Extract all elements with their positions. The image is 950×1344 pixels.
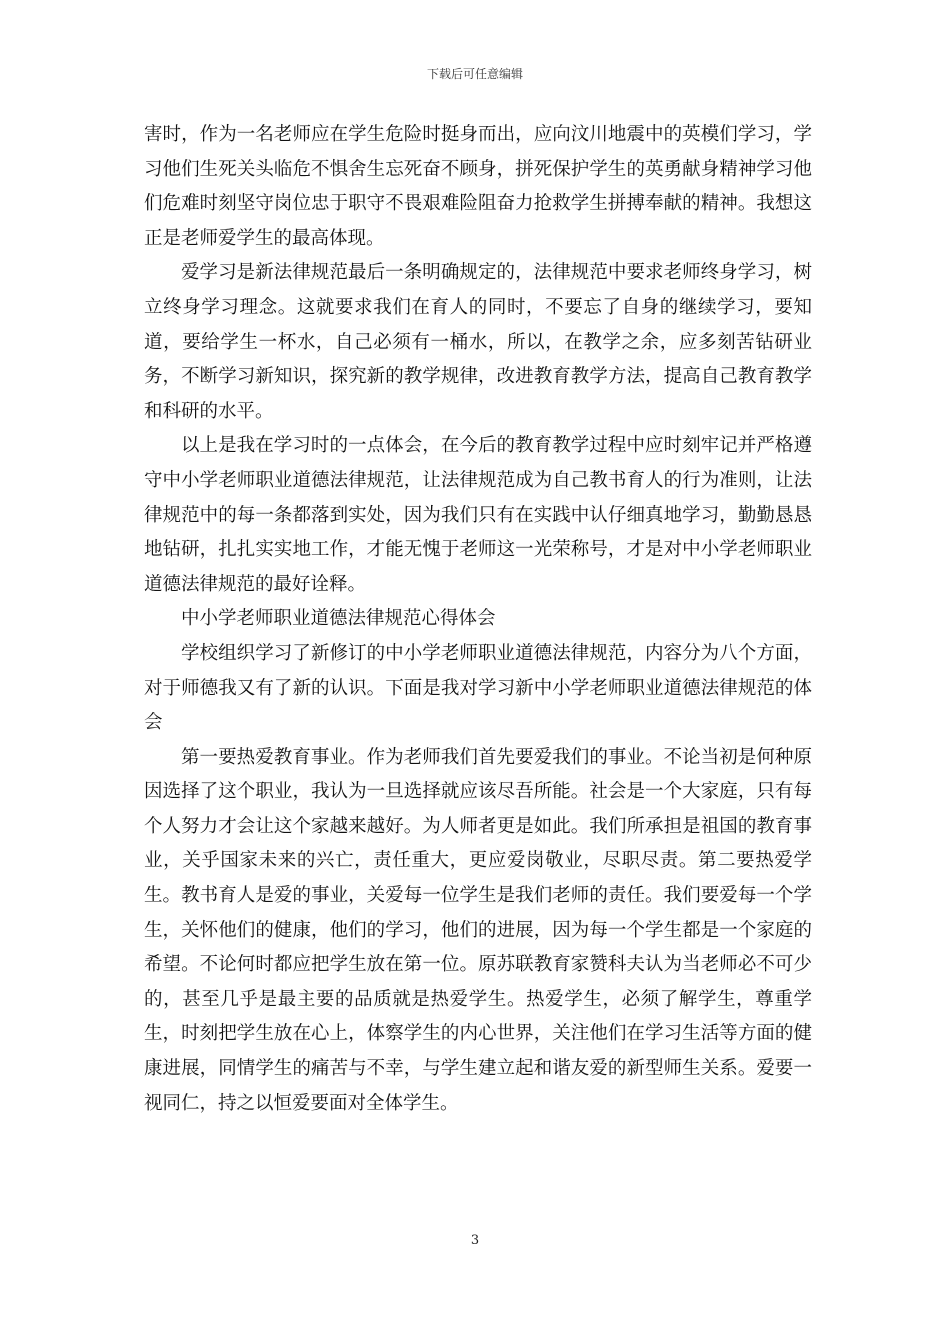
paragraph: 学校组织学习了新修订的中小学老师职业道德法律规范，内容分为八个方面，对于师德我又有了新的认识。下面是我对学习新中小学老师职业道德法律规范的体会: [144, 642, 812, 734]
document-body: [144, 118, 812, 1121]
paragraph: 第一要热爱教育事业。作为老师我们首先要爱我们的事业。不论当初是何种原因选择了这个职业，我认为一旦选择就应该尽吾所能。社会是一个大家庭，只有每个人努力才会让这个家越来越好。为人师者更是如此。我们所承担是祖国的教育事业，关乎国家未来的兴亡，责任重大，更应爱岗敬业，尽职尽责。第二要热爱学生。教书育人是爱的事业，关爱每一位学生是我们老师的责任。我们要爱每一个学生，关怀他们的健康，他们的学习，他们的进展，因为每一个学生都是一个家庭的希望。不论何时都应把学生放在第一位。原苏联教育家赞科夫认为当老师必不可少的，甚至几乎是最主要的品质就是热爱学生。热爱学生，必须了解学生，尊重学生，时刻把学生放在心上，体察学生的内心世界，关注他们在学习生活等方面的健康进展，同情学生的痛苦与不幸，与学生建立起和谐友爱的新型师生关系。爱要一视同仁，持之以恒爱要面对全体学生。: [144, 746, 812, 1114]
page-number: 3: [470, 1233, 480, 1248]
page-header: 下载后可任意编辑: [426, 67, 523, 81]
paragraph: 以上是我在学习时的一点体会，在今后的教育教学过程中应时刻牢记并严格遵守中小学老师职业道德法律规范，让法律规范成为自己教书育人的行为准则，让法律规范中的每一条都落到实处，因为我们只有在实践中认仔细真地学习，勤勤恳恳地钻研，扎扎实实地工作，才能无愧于老师这一光荣称号，才是对中小学老师职业道德法律规范的最好诠释。: [144, 435, 812, 595]
paragraph: 害时，作为一名老师应在学生危险时挺身而出，应向汶川地震中的英模们学习，学习他们生死关头临危不惧舍生忘死奋不顾身，拼死保护学生的英勇献身精神学习他们危难时刻坚守岗位忠于职守不畏艰难险阻奋力抢救学生拼搏奉献的精神。我想这正是老师爱学生的最高体现。: [144, 124, 812, 249]
paragraph: 爱学习是新法律规范最后一条明确规定的，法律规范中要求老师终身学习，树立终身学习理念。这就要求我们在育人的同时，不要忘了自身的继续学习，要知道，要给学生一杯水，自己必须有一桶水，所以，在教学之余，应多刻苦钻研业务，不断学习新知识，探究新的教学规律，改进教育教学方法，提高自己教育教学和科研的水平。: [144, 262, 812, 422]
section-heading: 中小学老师职业道德法律规范心得体会: [181, 608, 496, 630]
